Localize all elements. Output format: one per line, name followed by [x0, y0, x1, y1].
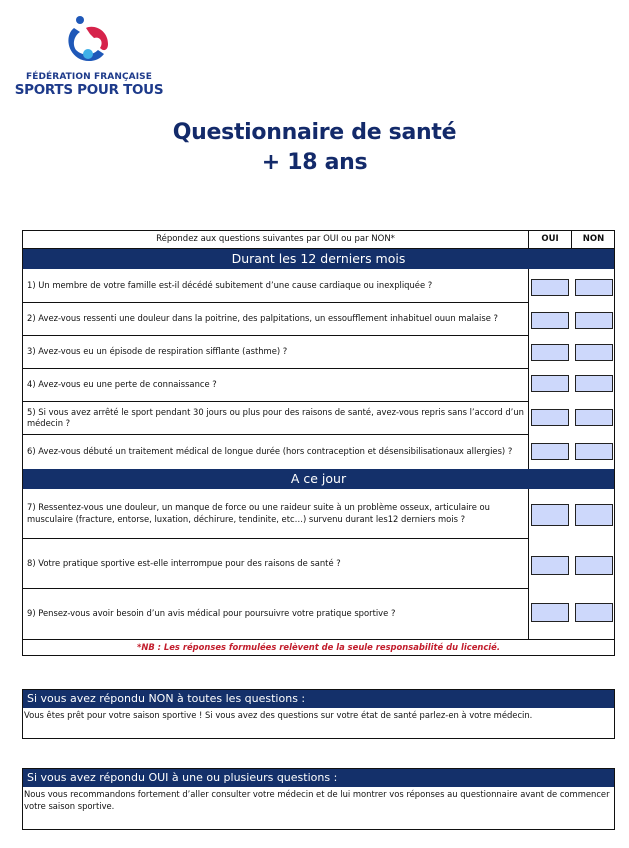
question-row-7 — [23, 489, 614, 539]
question-row-6 — [23, 435, 614, 469]
checkbox-non-q3[interactable] — [575, 344, 613, 361]
title-line-2: + 18 ans — [261, 150, 368, 175]
info-heading-any-yes: Si vous avez répondu OUI à une ou plusieurs questions : — [23, 769, 614, 787]
federation-logo — [14, 14, 164, 98]
checkbox-non-q5[interactable] — [575, 409, 613, 426]
table-header — [23, 231, 614, 249]
checkbox-non-q4[interactable] — [575, 375, 613, 392]
checkbox-oui-q5[interactable] — [531, 409, 569, 426]
checkbox-oui-q6[interactable] — [531, 443, 569, 460]
ffspt-logo-icon — [64, 14, 112, 66]
checkbox-non-q7[interactable] — [575, 504, 613, 526]
question-row-8 — [23, 539, 614, 589]
page-title — [0, 118, 629, 178]
info-box-all-no — [22, 689, 615, 739]
question-text: 6) Avez-vous débuté un traitement médical de longue durée (hors contraception et désensibilisationaux allergies) ? — [23, 435, 529, 469]
question-row-3 — [23, 336, 614, 369]
checkbox-oui-q3[interactable] — [531, 344, 569, 361]
instruction-label: Répondez aux questions suivantes par OUI ou par NON* — [23, 231, 529, 248]
question-text: 7) Ressentez-vous une douleur, un manque de force ou une raideur suite à un problème osseux, articulaire ou musculaire (fracture, entorse, luxation, déchirure, tendinite, etc…) survenu durant les12 derniers mois ? — [23, 489, 529, 539]
title-line-1: Questionnaire de santé — [172, 120, 457, 145]
questionnaire-table — [22, 230, 615, 656]
info-body-any-yes: Nous vous recommandons fortement d’aller consulter votre médecin et de lui montrer vos réponses au questionnaire avant de commencer votre saison sportive. — [24, 789, 610, 811]
info-box-any-yes — [22, 768, 615, 830]
column-non-label: NON — [582, 234, 605, 244]
checkbox-oui-q1[interactable] — [531, 279, 569, 296]
checkbox-non-q6[interactable] — [575, 443, 613, 460]
checkbox-oui-q9[interactable] — [531, 603, 569, 622]
question-text: 2) Avez-vous ressenti une douleur dans la poitrine, des palpitations, un essoufflement inhabituel ouun malaise ? — [23, 303, 529, 336]
question-text: 8) Votre pratique sportive est-elle interrompue pour des raisons de santé ? — [23, 539, 529, 589]
question-text: 1) Un membre de votre famille est-il décédé subitement d’une cause cardiaque ou inexpliquée ? — [23, 269, 529, 303]
question-row-4 — [23, 369, 614, 402]
checkbox-oui-q4[interactable] — [531, 375, 569, 392]
checkbox-non-q8[interactable] — [575, 556, 613, 575]
checkbox-non-q1[interactable] — [575, 279, 613, 296]
question-text: 9) Pensez-vous avoir besoin d’un avis médical pour poursuivre votre pratique sportive ? — [23, 589, 529, 639]
question-text: 4) Avez-vous eu une perte de connaissance ? — [23, 369, 529, 402]
question-text: 5) Si vous avez arrêté le sport pendant 30 jours ou plus pour des raisons de santé, avez-vous repris sans l’accord d’un médecin ? — [23, 402, 529, 435]
question-text: 3) Avez-vous eu un épisode de respiration sifflante (asthme) ? — [23, 336, 529, 369]
logo-text-federation: FÉDÉRATION FRANÇAISE — [25, 72, 153, 82]
question-row-9 — [23, 589, 614, 639]
checkbox-oui-q8[interactable] — [531, 556, 569, 575]
checkbox-non-q9[interactable] — [575, 603, 613, 622]
question-row-5 — [23, 402, 614, 435]
checkbox-oui-q2[interactable] — [531, 312, 569, 329]
section-header-12-months: Durant les 12 derniers mois — [23, 249, 614, 269]
logo-text-sports-pour-tous: SPORTS POUR TOUS — [14, 82, 164, 98]
info-heading-all-no: Si vous avez répondu NON à toutes les questions : — [23, 690, 614, 708]
checkbox-oui-q7[interactable] — [531, 504, 569, 526]
question-row-2 — [23, 303, 614, 336]
info-body-all-no: Vous êtes prêt pour votre saison sportive ! Si vous avez des questions sur votre état de santé parlez-en à votre médecin. — [24, 710, 533, 720]
column-oui-label: OUI — [529, 231, 572, 248]
section-header-a-ce-jour: A ce jour — [23, 469, 614, 489]
question-row-1 — [23, 269, 614, 303]
checkbox-non-q2[interactable] — [575, 312, 613, 329]
responsibility-note: *NB : Les réponses formulées relèvent de la seule responsabilité du licencié. — [23, 639, 614, 655]
